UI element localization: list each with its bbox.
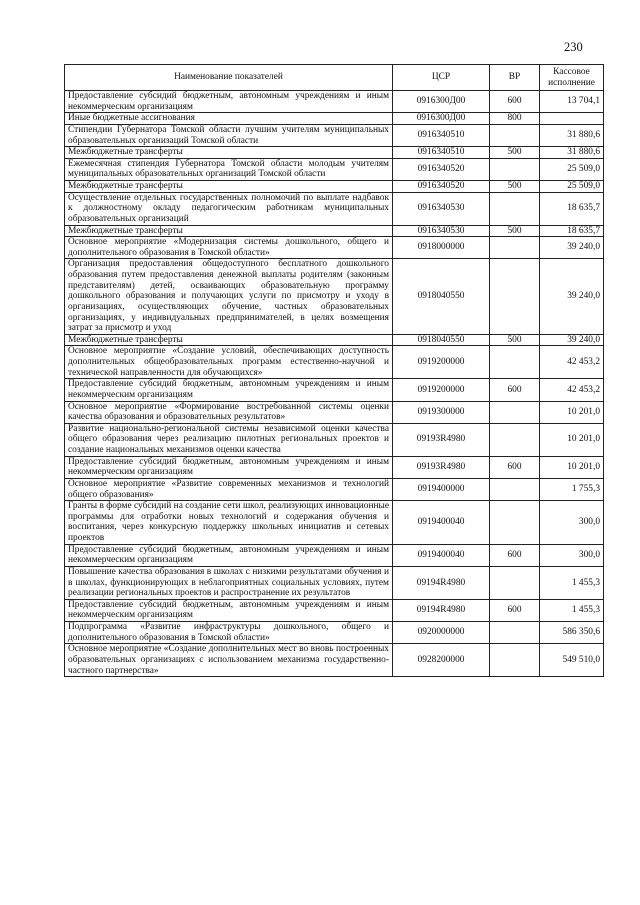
cell-name: Основное мероприятие «Формирование востребованной системы оценки качества образования и образовательных результатов» xyxy=(65,401,393,423)
cell-csr: 09193R4980 xyxy=(393,423,490,456)
cell-vr xyxy=(490,237,540,259)
table-row xyxy=(65,566,604,599)
cell-name: Осуществление отдельных государственных полномочий по выплате надбавок к должностному окладу педагогическим работникам муниципальных образовательных организаций xyxy=(65,192,393,225)
cell-csr: 0916340530 xyxy=(393,225,490,237)
table-row xyxy=(65,622,604,644)
cell-amount: 31 880,6 xyxy=(540,147,604,159)
header-name: Наименование показателей xyxy=(65,65,393,91)
cell-amount xyxy=(540,113,604,125)
cell-amount: 300,0 xyxy=(540,544,604,566)
cell-vr xyxy=(490,401,540,423)
cell-csr: 09194R4980 xyxy=(393,599,490,621)
cell-name: Развитие национально-региональной системы независимой оценки качества общего образования через реализацию пилотных региональных проектов и создание национальных механизмов оценки качества xyxy=(65,423,393,456)
cell-amount: 39 240,0 xyxy=(540,237,604,259)
cell-name: Подпрограмма «Развитие инфраструктуры дошкольного, общего и дополнительного образования в Томской области» xyxy=(65,622,393,644)
cell-name: Межбюджетные трансферты xyxy=(65,181,393,193)
cell-name: Повышение качества образования в школах с низкими результатами обучения и в школах, функционирующих в неблагоприятных социальных условиях, путем реализации региональных проектов и распространение их результатов xyxy=(65,566,393,599)
cell-csr: 0916300Д00 xyxy=(393,91,490,113)
table-row xyxy=(65,544,604,566)
table-row xyxy=(65,346,604,379)
cell-csr: 0919400000 xyxy=(393,478,490,500)
cell-name: Основное мероприятие «Модернизация системы дошкольного, общего и дополнительного образования в Томской области» xyxy=(65,237,393,259)
table-row xyxy=(65,91,604,113)
cell-vr: 600 xyxy=(490,456,540,478)
cell-amount: 586 350,6 xyxy=(540,622,604,644)
cell-amount: 549 510,0 xyxy=(540,644,604,677)
cell-amount: 10 201,0 xyxy=(540,456,604,478)
cell-vr xyxy=(490,259,540,334)
table-header-row xyxy=(65,65,604,91)
cell-csr: 0916340520 xyxy=(393,158,490,180)
cell-csr: 0920000000 xyxy=(393,622,490,644)
cell-amount: 42 453,2 xyxy=(540,379,604,401)
table-row xyxy=(65,158,604,180)
cell-csr: 0916340510 xyxy=(393,147,490,159)
cell-csr: 09193R4980 xyxy=(393,456,490,478)
cell-amount: 1 755,3 xyxy=(540,478,604,500)
cell-amount: 1 455,3 xyxy=(540,599,604,621)
table-row xyxy=(65,192,604,225)
cell-amount: 42 453,2 xyxy=(540,346,604,379)
cell-vr xyxy=(490,124,540,146)
budget-execution-table xyxy=(64,64,604,677)
cell-name: Предоставление субсидий бюджетным, автономным учреждениям и иным некоммерческим организациям xyxy=(65,91,393,113)
cell-vr xyxy=(490,192,540,225)
header-csr: ЦСР xyxy=(393,65,490,91)
cell-name: Стипендии Губернатора Томской области лучшим учителям муниципальных образовательных организаций Томской области xyxy=(65,124,393,146)
table-row xyxy=(65,334,604,346)
cell-vr: 800 xyxy=(490,113,540,125)
cell-csr: 0918040550 xyxy=(393,259,490,334)
cell-csr: 0916340520 xyxy=(393,181,490,193)
table-row xyxy=(65,124,604,146)
cell-csr: 0928200000 xyxy=(393,644,490,677)
cell-name: Организация предоставления общедоступного бесплатного дошкольного образования путем предоставления денежной выплаты родителям (законным представителям) детей, осваивающих образовательную программу дошкольного образования и получающих услуги по присмотру и уходу в организациях, осуществляющих обучение, частных образовательных организациях, у индивидуальных предпринимателей, в целях возмещения затрат за присмотр и уход xyxy=(65,259,393,334)
cell-csr: 0919400040 xyxy=(393,501,490,545)
cell-vr xyxy=(490,346,540,379)
cell-name: Основное мероприятие «Развитие современных механизмов и технологий общего образования» xyxy=(65,478,393,500)
cell-vr xyxy=(490,566,540,599)
table-row xyxy=(65,478,604,500)
cell-vr xyxy=(490,622,540,644)
cell-vr: 600 xyxy=(490,544,540,566)
cell-vr: 500 xyxy=(490,181,540,193)
cell-vr xyxy=(490,158,540,180)
cell-vr xyxy=(490,501,540,545)
cell-csr: 0918040550 xyxy=(393,334,490,346)
table-row xyxy=(65,423,604,456)
cell-amount: 10 201,0 xyxy=(540,423,604,456)
cell-name: Межбюджетные трансферты xyxy=(65,334,393,346)
cell-csr: 0916340530 xyxy=(393,192,490,225)
cell-vr: 500 xyxy=(490,147,540,159)
table-row xyxy=(65,113,604,125)
cell-csr: 0916340510 xyxy=(393,124,490,146)
cell-name: Предоставление субсидий бюджетным, автономным учреждениям и иным некоммерческим организациям xyxy=(65,544,393,566)
table-row xyxy=(65,237,604,259)
cell-vr: 600 xyxy=(490,599,540,621)
cell-vr: 500 xyxy=(490,334,540,346)
cell-name: Предоставление субсидий бюджетным, автономным учреждениям и иным некоммерческим организациям xyxy=(65,456,393,478)
cell-csr: 0918000000 xyxy=(393,237,490,259)
cell-name: Основное мероприятие «Создание дополнительных мест во вновь построенных образовательных организациях с использованием механизма государственно-частного партнерства» xyxy=(65,644,393,677)
table-row xyxy=(65,259,604,334)
cell-csr: 0919200000 xyxy=(393,346,490,379)
table-row xyxy=(65,225,604,237)
page-number: 230 xyxy=(564,40,583,54)
cell-csr: 0916300Д00 xyxy=(393,113,490,125)
cell-amount: 300,0 xyxy=(540,501,604,545)
cell-amount: 13 704,1 xyxy=(540,91,604,113)
cell-amount: 18 635,7 xyxy=(540,192,604,225)
cell-amount: 25 509,0 xyxy=(540,181,604,193)
cell-name: Межбюджетные трансферты xyxy=(65,147,393,159)
cell-csr: 0919300000 xyxy=(393,401,490,423)
cell-name: Предоставление субсидий бюджетным, автономным учреждениям и иным некоммерческим организациям xyxy=(65,379,393,401)
cell-amount: 39 240,0 xyxy=(540,334,604,346)
table-row xyxy=(65,379,604,401)
cell-name: Ежемесячная стипендия Губернатора Томской области молодым учителям муниципальных образовательных организаций Томской области xyxy=(65,158,393,180)
cell-csr: 0919400040 xyxy=(393,544,490,566)
table-row xyxy=(65,501,604,545)
cell-name: Межбюджетные трансферты xyxy=(65,225,393,237)
cell-name: Гранты в форме субсидий на создание сети школ, реализующих инновационные программы для отработки новых технологий и содержания обучения и воспитания, через конкурсную поддержку школьных инициатив и сетевых проектов xyxy=(65,501,393,545)
table-row xyxy=(65,644,604,677)
cell-csr: 09194R4980 xyxy=(393,566,490,599)
cell-amount: 18 635,7 xyxy=(540,225,604,237)
table-row xyxy=(65,456,604,478)
cell-name: Иные бюджетные ассигнования xyxy=(65,113,393,125)
cell-amount: 31 880,6 xyxy=(540,124,604,146)
cell-amount: 39 240,0 xyxy=(540,259,604,334)
cell-vr xyxy=(490,644,540,677)
table-row xyxy=(65,147,604,159)
table-row xyxy=(65,181,604,193)
cell-csr: 0919200000 xyxy=(393,379,490,401)
table-row xyxy=(65,599,604,621)
cell-vr: 600 xyxy=(490,91,540,113)
cell-amount: 1 455,3 xyxy=(540,566,604,599)
header-amount: Кассовое исполнение xyxy=(540,65,604,91)
cell-vr: 500 xyxy=(490,225,540,237)
table-row xyxy=(65,401,604,423)
cell-amount: 10 201,0 xyxy=(540,401,604,423)
header-vr: ВР xyxy=(490,65,540,91)
cell-amount: 25 509,0 xyxy=(540,158,604,180)
cell-name: Основное мероприятие «Создание условий, обеспечивающих доступность дополнительных общеобразовательных программ естественно-научной и технической направленности для обучающихся» xyxy=(65,346,393,379)
table-body xyxy=(65,91,604,677)
cell-vr: 600 xyxy=(490,379,540,401)
cell-vr xyxy=(490,478,540,500)
cell-vr xyxy=(490,423,540,456)
cell-name: Предоставление субсидий бюджетным, автономным учреждениям и иным некоммерческим организациям xyxy=(65,599,393,621)
